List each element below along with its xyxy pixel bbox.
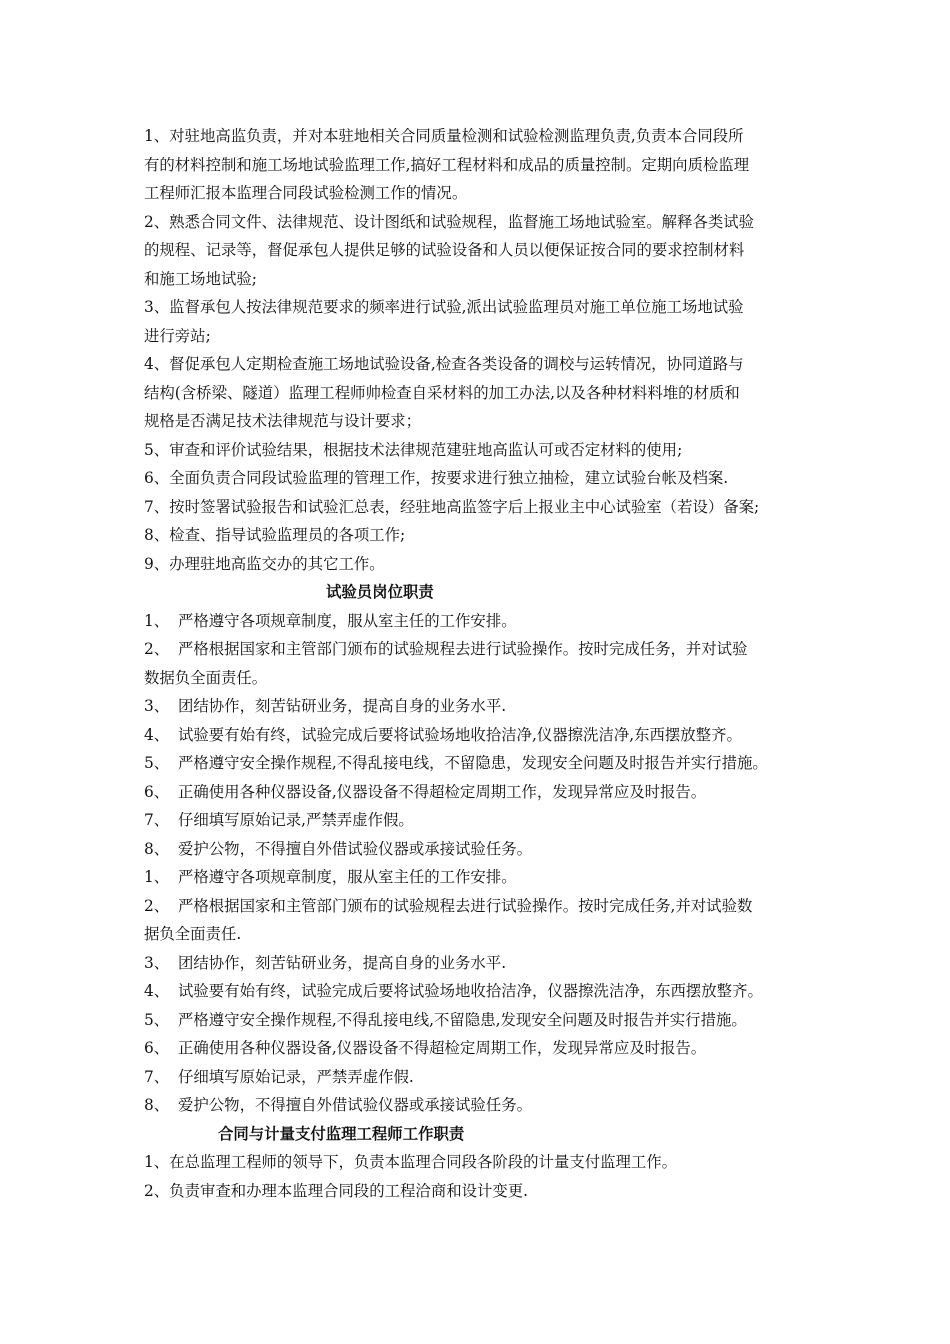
list-item xyxy=(144,692,824,721)
text-line: 7、按时签署试验报告和试验汇总表，经驻地高监签字后上报业主中心试验室（若设）备案; xyxy=(144,497,760,516)
list-item xyxy=(144,892,824,921)
item-number: 7、 xyxy=(144,1067,170,1086)
list-item xyxy=(144,778,824,807)
text-line: 6、全面负责合同段试验监理的管理工作，按要求进行独立抽检，建立试验台帐及档案. xyxy=(144,469,729,487)
list-item xyxy=(144,1034,824,1063)
text-line: 8、检查、指导试验监理员的各项工作; xyxy=(144,526,406,544)
text-line: 4、督促承包人定期检查施工场地试验设备,检查各类设备的调校与运转情况，协同道路与 xyxy=(144,355,744,373)
text-line: 3、监督承包人按法律规范要求的频率进行试验,派出试验监理员对施工单位施工场地试验 xyxy=(144,298,744,316)
item-text: 严格遵守各项规章制度，服从室主任的工作安排。 xyxy=(178,611,517,630)
item-text: 严格遵守安全操作规程,不得乱接电线,不留隐患,发现安全问题及时报告并实行措施。 xyxy=(178,1010,747,1029)
item-text: 正确使用各种仪器设备,仪器设备不得超检定周期工作，发现异常应及时报告。 xyxy=(178,782,707,801)
text-line: 有的材料控制和施工场地试验监理工作,搞好工程材料和成品的质量控制。定期向质检监理 xyxy=(144,155,750,174)
list-item xyxy=(144,1063,824,1092)
item-number: 7、 xyxy=(144,811,170,829)
list-item xyxy=(144,721,824,750)
list-item xyxy=(144,977,824,1006)
item-number: 4、 xyxy=(144,982,170,1000)
text-line: 结构(含桥梁、隧道）监理工程师帅检查自采材料的加工办法,以及各种材料料堆的材质和 xyxy=(144,383,740,402)
item-text: 爱护公物，不得擅自外借试验仪器或承接试验任务。 xyxy=(178,839,532,858)
list-item xyxy=(144,806,824,835)
item-text: 数据负全面责任。 xyxy=(144,668,268,687)
item-number: 1、 xyxy=(144,611,170,630)
text-line: 工程师汇报本监理合同段试验检测工作的情况。 xyxy=(144,184,468,202)
text-line: 和施工场地试验; xyxy=(144,269,257,288)
document-body xyxy=(144,122,824,1205)
text-line: 规格是否满足技术法律规范与设计要求； xyxy=(144,412,422,430)
item-text: 严格遵守各项规章制度，服从室主任的工作安排。 xyxy=(178,868,517,886)
list-item xyxy=(144,1091,824,1120)
text-line: 5、审查和评价试验结果，根据技术法律规范建驻地高监认可或否定材料的使用; xyxy=(144,440,683,459)
item-text: 团结协作，刻苦钻研业务，提高自身的业务水平. xyxy=(178,697,507,715)
text-line: 2、熟悉合同文件、法律规范、设计图纸和试验规程，监督施工场地试验室。解释各类试验 xyxy=(144,212,755,231)
item-text: 试验要有始有终，试验完成后要将试验场地收拾洁净,仪器擦洗洁净,东西摆放整齐。 xyxy=(178,725,742,744)
tester-duties-list xyxy=(144,607,824,1120)
item-number: 8、 xyxy=(144,839,170,858)
item-number: 2、 xyxy=(144,640,170,658)
item-number: 6、 xyxy=(144,1039,170,1057)
item-text: 严格遵守安全操作规程,不得乱接电线，不留隐患，发现安全问题及时报告并实行措施。 xyxy=(178,754,768,772)
list-item-continuation xyxy=(144,920,824,949)
item-number: 5、 xyxy=(144,1010,170,1029)
item-text: 严格根据国家和主管部门颁布的试验规程去进行试验操作。按时完成任务,并对试验数 xyxy=(178,896,753,915)
list-item xyxy=(144,749,824,778)
item-text: 仔细填写原始记录,严禁弄虚作假。 xyxy=(178,811,414,829)
item-number: 8、 xyxy=(144,1096,170,1114)
item-text: 严格根据国家和主管部门颁布的试验规程去进行试验操作。按时完成任务，并对试验 xyxy=(178,640,748,658)
item-number: 4、 xyxy=(144,725,170,744)
list-item: 2、负责审查和办理本监理合同段的工程洽商和设计变更. xyxy=(144,1181,529,1200)
item-text: 团结协作，刻苦钻研业务，提高自身的业务水平. xyxy=(178,953,507,972)
item-number: 2、 xyxy=(144,896,170,915)
section-heading-contract-engineer-duties: 合同与计量支付监理工程师工作职责 xyxy=(218,1124,465,1143)
item-number: 6、 xyxy=(144,782,170,801)
item-number: 3、 xyxy=(144,697,170,715)
text-line: 9、办理驻地高监交办的其它工作。 xyxy=(144,554,385,573)
section-heading-tester-duties: 试验员岗位职责 xyxy=(326,583,434,601)
text-line: 的规程、记录等，督促承包人提供足够的试验设备和人员以便保证按合同的要求控制材料 xyxy=(144,241,745,259)
list-item xyxy=(144,949,824,978)
item-number: 5、 xyxy=(144,754,170,772)
text-line: 进行旁站; xyxy=(144,326,211,345)
item-number: 3、 xyxy=(144,953,170,972)
list-item: 1、在总监理工程师的领导下，负责本监理合同段各阶段的计量支付监理工作。 xyxy=(144,1153,678,1171)
list-item xyxy=(144,1006,824,1035)
item-text: 爱护公物，不得擅自外借试验仪器或承接试验任务。 xyxy=(178,1096,532,1114)
item-text: 正确使用各种仪器设备,仪器设备不得超检定周期工作，发现异常应及时报告。 xyxy=(178,1039,707,1057)
item-number: 1、 xyxy=(144,868,170,886)
list-item-continuation xyxy=(144,664,824,693)
contract-engineer-duties-list xyxy=(144,1148,824,1205)
list-item xyxy=(144,635,824,664)
item-text: 仔细填写原始记录，严禁弄虚作假. xyxy=(178,1067,414,1086)
item-text: 据负全面责任. xyxy=(144,925,242,943)
list-item xyxy=(144,607,824,636)
item-text: 试验要有始有终，试验完成后要将试验场地收拾洁净，仪器擦洗洁净，东西摆放整齐。 xyxy=(178,982,763,1000)
text-line: 1、对驻地高监负责，并对本驻地相关合同质量检测和试验检测监理负责,负责本合同段所 xyxy=(144,127,744,145)
supervisor-duties xyxy=(144,122,824,578)
list-item xyxy=(144,863,824,892)
list-item xyxy=(144,835,824,864)
